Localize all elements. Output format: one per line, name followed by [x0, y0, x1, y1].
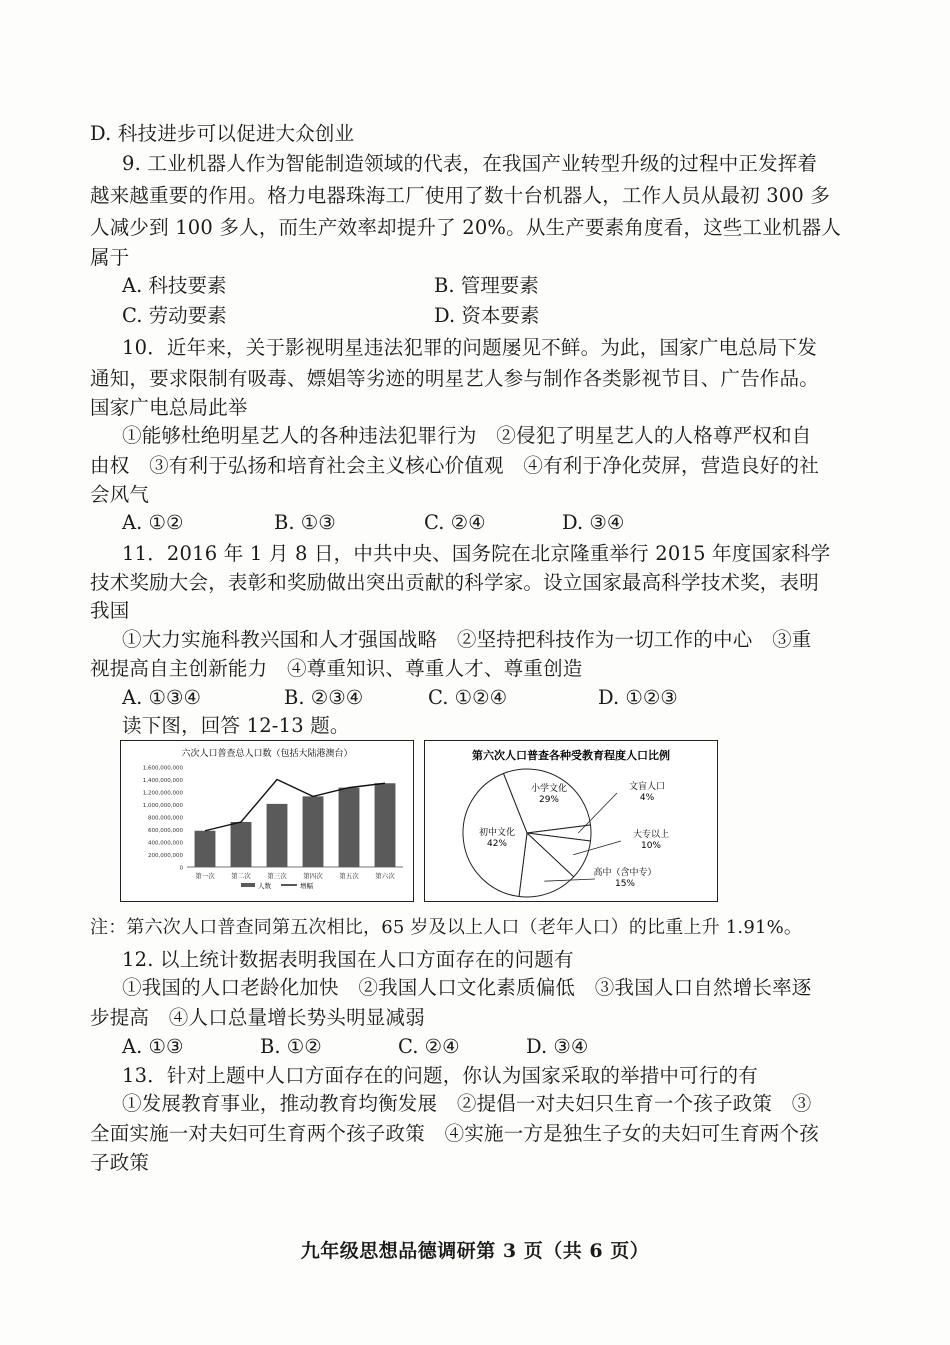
y-tick-label: 800,000,000	[148, 815, 183, 822]
pie-label-outer: 文盲人口	[628, 782, 666, 792]
y-tick-label: 600,000,000	[148, 828, 183, 834]
q10-choices-1: ①能够杜绝明星艺人的各种违法犯罪行为 ②侵犯了明星艺人的人格尊严权和自	[122, 424, 812, 447]
legend-label: 增幅	[300, 882, 313, 890]
bar	[375, 783, 396, 867]
y-tick-label: 400,000,000	[148, 840, 183, 847]
q9-option-d: D. 资本要素	[434, 304, 540, 327]
x-tick-label: 第五次	[339, 872, 359, 880]
q13-choices-1: ①发展教育事业，推动教育均衡发展 ②提倡一对夫妇只生育一个孩子政策 ③	[122, 1092, 812, 1115]
q12-choices-2: 步提高 ④人口总量增长势头明显减弱	[90, 1006, 425, 1029]
q9-option-b: B. 管理要素	[434, 274, 539, 297]
pie-chart-svg	[425, 741, 717, 901]
q10-option-c: C. ②④	[424, 511, 486, 534]
q10-stem-3: 国家广电总局此举	[90, 396, 248, 419]
bar-chart-svg	[121, 741, 413, 901]
pie-label-primary-percent: 29%	[538, 795, 560, 805]
q9-stem-4: 属于	[90, 246, 130, 269]
pie-label-outer-percent: 15%	[614, 879, 636, 889]
pie-label-middle-school-percent: 42%	[486, 839, 508, 849]
bar	[267, 804, 288, 867]
q11-choices-1: ①大力实施科教兴国和人才强国战略 ②坚持把科技作为一切工作的中心 ③重	[122, 628, 812, 651]
education-pie-chart	[424, 740, 718, 902]
q9-option-c: C. 劳动要素	[122, 304, 227, 327]
q11-stem-1: 11．2016 年 1 月 8 日，中共中央、国务院在北京隆重举行 2015 年度国家科学	[122, 542, 831, 565]
bar	[195, 831, 216, 867]
bar	[231, 822, 252, 867]
q10-choices-3: 会风气	[90, 483, 150, 506]
x-tick-label: 第二次	[231, 872, 251, 880]
q11-choices-2: 视提高自主创新能力 ④尊重知识、尊重人才、尊重创造	[90, 657, 583, 680]
q11-stem-2: 技术奖励大会，表彰和奖励做出突出贡献的科学家。设立国家最高科学技术奖，表明	[90, 571, 819, 594]
q12-choices-1: ①我国的人口老龄化加快 ②我国人口文化素质偏低 ③我国人口自然增长率逐	[122, 976, 812, 999]
q9-stem-3: 人减少到 100 多人，而生产效率却提升了 20%。从生产要素角度看，这些工业机器人	[90, 216, 842, 239]
q10-stem-1: 10．近年来，关于影视明星违法犯罪的问题屡见不鲜。为此，国家广电总局下发	[122, 336, 818, 359]
pie-label-middle-school: 初中文化	[478, 828, 516, 838]
pie-label-outer-percent: 4%	[639, 793, 655, 803]
q12-option-a: A. ①③	[122, 1035, 184, 1058]
q11-stem-3: 我国	[90, 599, 130, 622]
y-tick-label: 1,000,000,000	[142, 803, 183, 809]
q13-stem: 13．针对上题中人口方面存在的问题，你认为国家采取的举措中可行的有	[122, 1064, 758, 1087]
q9-options-row-1	[122, 270, 842, 298]
q12-option-c: C. ②④	[398, 1035, 460, 1058]
page-footer: 九年级思想品德调研第 3 页（共 6 页）	[300, 1240, 650, 1262]
q10-stem-2: 通知，要求限制有吸毒、嫖娼等劣迹的明星艺人参与制作各类影视节目、广告作品。	[90, 367, 819, 390]
q10-option-a: A. ①②	[122, 511, 184, 534]
x-tick-label: 第六次	[375, 872, 395, 880]
legend-swatch-bar	[241, 883, 255, 887]
y-tick-label: 1,200,000,000	[142, 790, 183, 797]
x-tick-label: 第三次	[267, 872, 287, 880]
q10-option-d: D. ③④	[562, 511, 625, 534]
q11-option-d: D. ①②③	[598, 686, 678, 709]
y-tick-label: 200,000,000	[148, 853, 183, 859]
q9-stem-1: 9. 工业机器人作为智能制造领域的代表，在我国产业转型升级的过程中正发挥着	[122, 152, 818, 175]
q11-option-c: C. ①②④	[428, 686, 508, 709]
q9-option-a: A. 科技要素	[122, 274, 227, 297]
q12-option-d: D. ③④	[526, 1035, 589, 1058]
pie-label-outer: 高中（含中专）	[593, 868, 657, 878]
y-tick-label: 0	[179, 865, 183, 872]
q10-choices-2: 由权 ③有利于弘扬和培育社会主义核心价值观 ④有利于净化荧屏，营造良好的社	[90, 454, 819, 477]
q8-option-d: D. 科技进步可以促进大众创业	[90, 122, 355, 145]
chart-note: 注：第六次人口普查同第五次相比，65 岁及以上人口（老年人口）的比重上升 1.91%。	[90, 917, 803, 938]
q11-option-b: B. ②③④	[284, 686, 364, 709]
q12-option-b: B. ①②	[260, 1035, 322, 1058]
bar-chart-title: 六次人口普查总人口数（包括大陆港澳台）	[181, 749, 353, 759]
q10-option-b: B. ①③	[274, 511, 336, 534]
pie-label-outer-percent: 10%	[640, 841, 662, 851]
q13-choices-2: 全面实施一对夫妇可生育两个孩子政策 ④实施一方是独生子女的夫妇可生育两个孩	[90, 1122, 819, 1145]
bar	[339, 788, 360, 867]
read-instruction: 读下图，回答 12-13 题。	[122, 714, 350, 737]
x-tick-label: 第一次	[195, 872, 215, 880]
bar	[303, 796, 324, 867]
q9-options-row-2	[122, 300, 842, 328]
q13-choices-3: 子政策	[90, 1151, 150, 1174]
q9-stem-2: 越来越重要的作用。格力电器珠海工厂使用了数十台机器人，工作人员从最初 300 多	[90, 184, 831, 207]
legend-label: 人数	[258, 882, 271, 890]
y-tick-label: 1,600,000,000	[142, 765, 183, 772]
pie-chart-title: 第六次人口普查各种受教育程度人口比例	[472, 749, 670, 762]
pie-label-outer: 大专以上	[632, 830, 670, 840]
y-tick-label: 1,400,000,000	[142, 778, 183, 784]
x-tick-label: 第四次	[303, 872, 323, 880]
q11-option-a: A. ①③④	[122, 686, 201, 709]
pie-label-primary: 小学文化	[530, 784, 568, 794]
q12-stem: 12. 以上统计数据表明我国在人口方面存在的问题有	[122, 948, 574, 971]
population-bar-chart	[120, 740, 414, 902]
